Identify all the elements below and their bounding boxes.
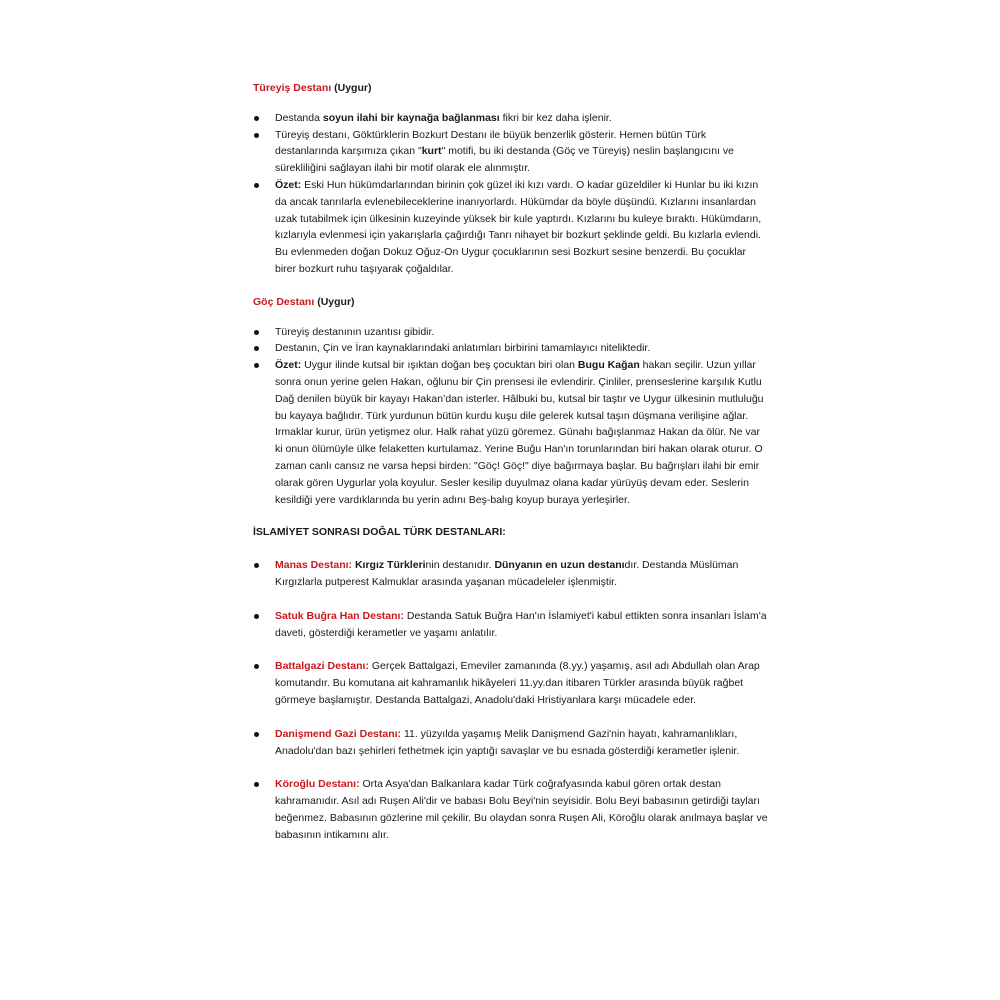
heading-title: Göç Destanı [253, 295, 315, 308]
list-item: Özet: Uygur ilinde kutsal bir ışıktan doğan beş çocuktan biri olan Bugu Kağan hakan seçilir. Uzun yıllar sonra onun yerine gelen Hakan, oğlunu bir Çin prensesi ile evlendirir. Çinliler, prenseslerine karşılık Kutlu Dağ denilen büyük bir kayayı Hakan’dan isterler. Hâlbuki bu, kutsal bir taştır ve Uygur ülkesinin mutluluğu bu kayaya bağlıdır. Türk yurdunun bütün kurdu kuşu dile gelerek kutsal taşın düşmana verilişine ağlar. Irmaklar kurur, ürün yetişmez olur. Halk rahat yüzü göremez. Günahı bağışlanmaz Hakan da ölür. Ne var ki onun ölümüyle ülke felaketten kurtulamaz. Yerine Buğu Han'ın torunlarından biri hakan olarak oturur. O zaman canlı cansız ne varsa hepsi birden: "Göç! Göç!" diye bağırmaya başlar. Bu bağrışları ilahi bir emir olarak gören Uygurlar yola koyulur. Sesler kesilip duyulmaz olana kadar yürüyüş devam eder. Seslerin kesildiği yere vardıklarında bu yerin adını Beş-balıg koyup buraya yerleşirler. [253, 357, 768, 508]
list-item: Battalgazi Destanı: Gerçek Battalgazi, Emeviler zamanında (8.yy.) yaşamış, asıl adı Abdullah olan Arap komutandır. Bu komutana ait kahramanlık hikâyeleri 11.yy.dan itibaren Türkler arasında büyük rağbet görmeye başlamıştır. Destanda Battalgazi, Anadolu'daki Hristiyanlara karşı mücadele eder. [253, 658, 768, 708]
bullet-list-tureyis [253, 110, 768, 278]
epic-label: Satuk Buğra Han Destanı: [275, 609, 404, 622]
section-heading-tureyis [253, 80, 768, 97]
summary-label: Özet: [275, 178, 302, 191]
epic-label: Köroğlu Destanı: [275, 778, 360, 791]
list-item: Satuk Buğra Han Destanı: Destanda Satuk Buğra Han'ın İslamiyet'i kabul ettikten sonra insanları İslam'a daveti, gösterdiği kerametler ve yaşamı anlatılır. [253, 608, 768, 642]
epic-label: Danişmend Gazi Destanı: [275, 727, 402, 740]
heading-origin: (Uygur) [331, 82, 372, 94]
list-item: Danişmend Gazi Destanı: 11. yüzyılda yaşamış Melik Danişmend Gazi'nin hayatı, kahramanlıkları, Anadolu'dan bazı şehirleri fethetmek için yaptığı savaşlar ve bu esnada gösterdiği kerametler işlenir. [253, 726, 768, 760]
epic-label: Manas Destanı: [275, 559, 353, 572]
bullet-list-goc [253, 324, 768, 509]
list-item: Türeyiş destanının uzantısı gibidir. [253, 324, 768, 341]
summary-label: Özet: [275, 359, 302, 372]
list-item: Destanda soyun ilahi bir kaynağa bağlanması fikri bir kez daha işlenir. [253, 110, 768, 127]
list-item: Özet: Eski Hun hükümdarlarından birinin çok güzel iki kızı vardı. O kadar güzeldiler ki Hunlar bu iki kızın da ancak tanrılarla evlenebileceklerine inanıyorlardı. Hükümdar da böyle düşündü. Kızlarını insanlardan uzak tutabilmek için ülkesinin kuzeyinde yüksek bir kule yaptırdı. Kızlarını bu kuleye bıraktı. Hükümdarın, kızlarıyla evlenmesi için yakarışlarla çağırdığı Tanrı nihayet bir bozkurt şeklinde geldi. Bu kızlarla evlendi. Bu evlenmeden doğan Dokuz Oğuz-On Uygur çocuklarının sesi Bozkurt sesine benzerdi. Bu çocuklar birer bozkurt ruhu taşıyarak çoğaldılar. [253, 177, 768, 278]
list-item: Manas Destanı: Kırgız Türklerinin destanıdır. Dünyanın en uzun destanıdır. Destanda Müslüman Kırgızlarla putperest Kalmuklar arasında yaşanan mücadeleler işlenmiştir. [253, 557, 768, 591]
heading-origin: (Uygur) [314, 295, 355, 308]
section-heading-goc [253, 294, 768, 311]
epic-label: Battalgazi Destanı: [275, 660, 369, 673]
list-item: Türeyiş destanı, Göktürklerin Bozkurt Destanı ile büyük benzerlik gösterir. Hemen bütün Türk destanlarında karşımıza çıkan "kurt" motifi, bu iki destanda (Göç ve Türeyiş) neslin başlangıcını ve sürekliliğini sağlayan ilahi bir motif olarak ele alınmıştır. [253, 127, 768, 177]
section-heading-islamiyet: İSLAMİYET SONRASI DOĞAL TÜRK DESTANLARI: [253, 526, 506, 539]
heading-title: Türeyiş Destanı [253, 82, 332, 94]
document-page [253, 80, 768, 843]
bullet-list-islamiyet [253, 557, 768, 843]
list-item: Köroğlu Destanı: Orta Asya'dan Balkanlara kadar Türk coğrafyasında kabul gören ortak destan kahramanıdır. Asıl adı Ruşen Ali'dir ve babası Bolu Beyi'nin seyisidir. Bolu Beyi babasının getirdiği tayları beğenmez. Babasının gözlerine mil çekilir. Bu olaydan sonra Ruşen Ali, Köroğlu olarak anılmaya başlar ve babasının intikamını alır. [253, 776, 768, 843]
list-item: Destanın, Çin ve İran kaynaklarındaki anlatımları birbirini tamamlayıcı niteliktedir. [253, 340, 768, 357]
